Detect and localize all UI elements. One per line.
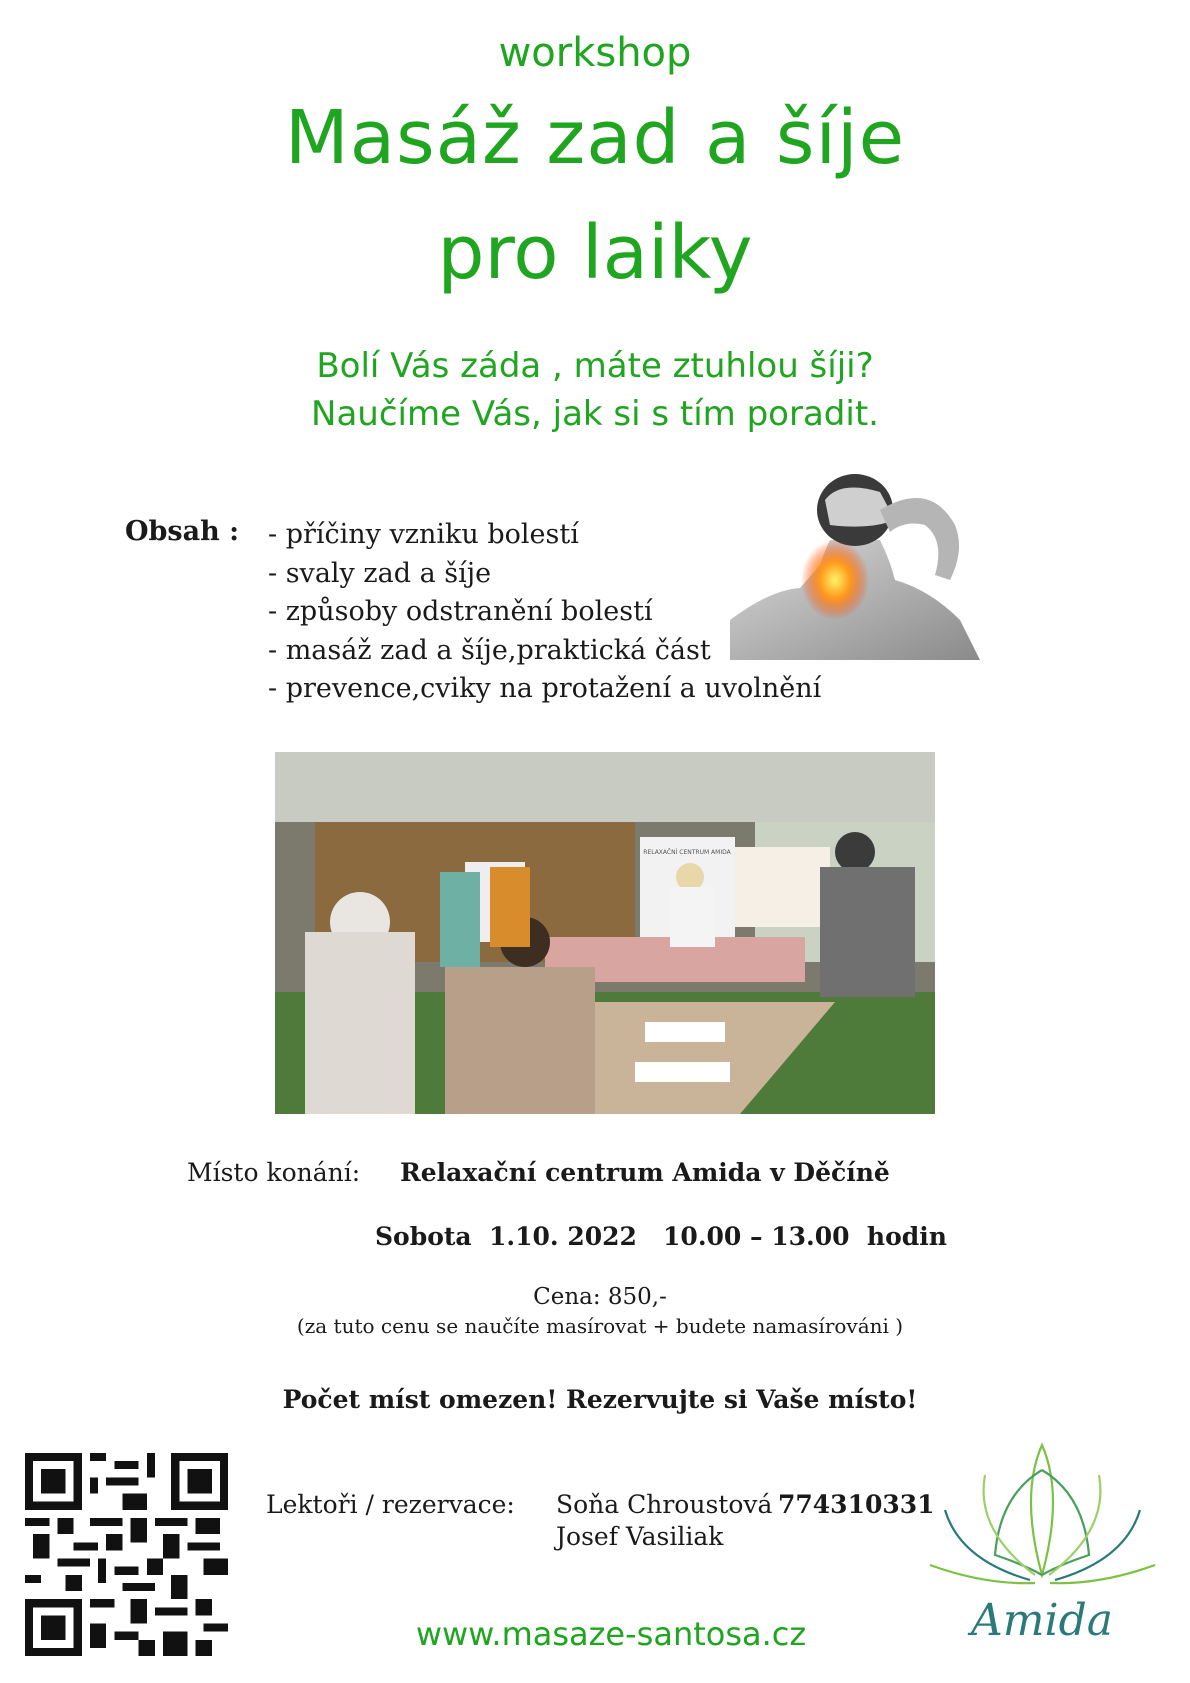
content-item: - masáž zad a šíje,praktická část <box>268 634 711 666</box>
content-item: - prevence,cviky na protažení a uvolnění <box>268 673 822 704</box>
page-title-line2: pro laiky <box>437 210 753 296</box>
content-item: - svaly zad a šíje <box>268 557 492 589</box>
neck-pain-photo <box>730 470 980 660</box>
lecturer-name: Soňa Chroustová <box>556 1490 773 1519</box>
content-label: Obsah : <box>125 516 240 547</box>
phone-number: 774310331 <box>778 1490 935 1519</box>
limited-capacity-note: Počet míst omezen! Rezervujte si Vaše místo! <box>282 1385 918 1414</box>
lotus-logo-icon <box>925 1435 1160 1650</box>
workshop-photo <box>275 752 935 1114</box>
venue-label: Místo konání: <box>187 1158 361 1187</box>
price: Cena: 850,- <box>533 1284 667 1310</box>
tagline-line1: Bolí Vás záda , máte ztuhlou šíji? <box>316 346 874 386</box>
website-link[interactable]: www.masaze-santosa.cz <box>415 1615 807 1653</box>
venue-value: Relaxační centrum Amida v Děčíně <box>400 1158 890 1187</box>
tagline-line2: Naučíme Vás, jak si s tím poradit. <box>311 394 879 434</box>
lecturer-name: Josef Vasiliak <box>556 1522 724 1551</box>
kicker: workshop <box>498 30 692 76</box>
content-item: - způsoby odstranění bolestí <box>268 596 653 627</box>
page-title-line1: Masáž zad a šíje <box>284 95 906 181</box>
event-datetime: Sobota 1.10. 2022 10.00 – 13.00 hodin <box>375 1222 947 1251</box>
content-item: - příčiny vzniku bolestí <box>268 519 579 550</box>
lecturers-label: Lektoři / rezervace: <box>266 1490 515 1519</box>
logo-text: Amida <box>971 1595 1113 1646</box>
price-note: (za tuto cenu se naučíte masírovat + budete namasírováni ) <box>296 1314 904 1338</box>
workshop-poster-text: RELAXAČNÍ CENTRUM AMIDA <box>643 849 731 856</box>
